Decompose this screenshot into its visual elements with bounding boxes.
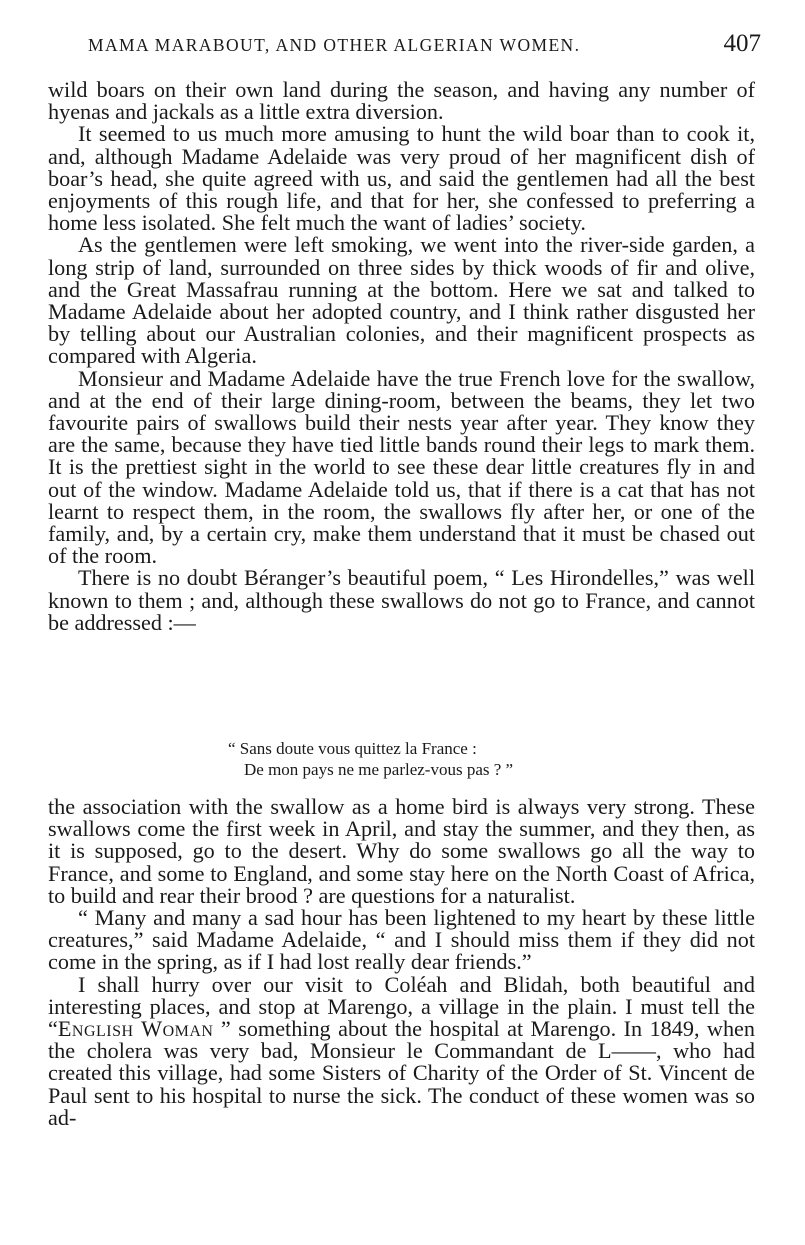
paragraph-swallows: Monsieur and Madame Adelaide have the true French love for the swallow, and at the end of their large dining-room, between the beams, they let two favourite pairs of swallows build their nests year after year. They know they are the same, because they have tied little bands round their legs to mark them. It is the prettiest sight in the world to see these dear little creatures fly in and out of the window. Madame Adelaide told us, that if there is a cat that has not learnt to respect them, in the room, the swallows fly after her, or one of the family, and, by a certain cry, make them understand that it must be chased out of the room. <box>48 365 755 569</box>
paragraph-quote-adelaide: “ Many and many a sad hour has been lightened to my heart by these little creatures,” said Madame Adelaide, “ and I should miss them if they did not come in the spring, as if I had lost really dear friends.” <box>48 905 755 975</box>
paragraph-continued: wild boars on their own land during the season, and having any number of hyenas and jackals as a little extra diversion. <box>48 77 755 125</box>
paragraph-beranger: There is no doubt Béranger’s beautiful poem, “ Les Hirondelles,” was well known to them ; and, although these swallows do not go to France, and cannot be addressed :— <box>48 565 755 635</box>
small-caps-title: English Woman <box>57 1016 214 1042</box>
marengo-text-start: I shall hurry over our visit to Coléah and Blidah, both beautiful and interesting places, and stop at Marengo, a village in the plain. I must tell the “ <box>48 971 755 1042</box>
running-title: MAMA MARABOUT, AND OTHER ALGERIAN WOMEN. <box>88 35 581 55</box>
verse-quotation <box>0 738 805 780</box>
paragraph-boar-hunting: It seemed to us much more amusing to hunt the wild boar than to cook it, and, although Madame Adelaide was very proud of her magnificent dish of boar’s head, she quite agreed with us, and said the gentlemen had all the best enjoyments of this rough life, and that for her, she confessed to preferring a home less isolated. She felt much the want of ladies’ society. <box>48 121 755 236</box>
marengo-text-end: ” something about the hospital at Marengo. In 1849, when the cholera was very bad, Monsieur le Commandant de L——, who had created this village, had some Sisters of Charity of the Order of St. Vincent de Paul sent to his hospital to nurse the sick. The conduct of these women was so ad- <box>48 1016 755 1130</box>
paragraph-association: the association with the swallow as a home bird is always very strong. These swallows come the first week in April, and stay the summer, and they then, as it is supposed, go to the desert. Why do some swallows go all the way to France, and some to England, and some stay here on the North Coast of Africa, to build and rear their brood ? are questions for a naturalist. <box>48 794 755 908</box>
text-block-upper <box>48 79 755 634</box>
paragraph-river-garden: As the gentlemen were left smoking, we went into the river-side garden, a long strip of land, surrounded on three sides by thick woods of fir and olive, and the Great Massafrau running at the bottom. Here we sat and talked to Madame Adelaide about her adopted country, and I think rather disgusted her by telling about our Australian colonies, and their magnificent prospects as compared with Algeria. <box>48 232 755 369</box>
page-number: 407 <box>723 30 761 57</box>
text-block-lower <box>48 796 755 1129</box>
verse-line: De mon pays ne me parlez-vous pas ? ” <box>244 760 514 779</box>
paragraph-marengo <box>48 971 755 1130</box>
verse-line: “ Sans doute vous quittez la France : <box>228 739 477 758</box>
page-header <box>48 30 761 64</box>
